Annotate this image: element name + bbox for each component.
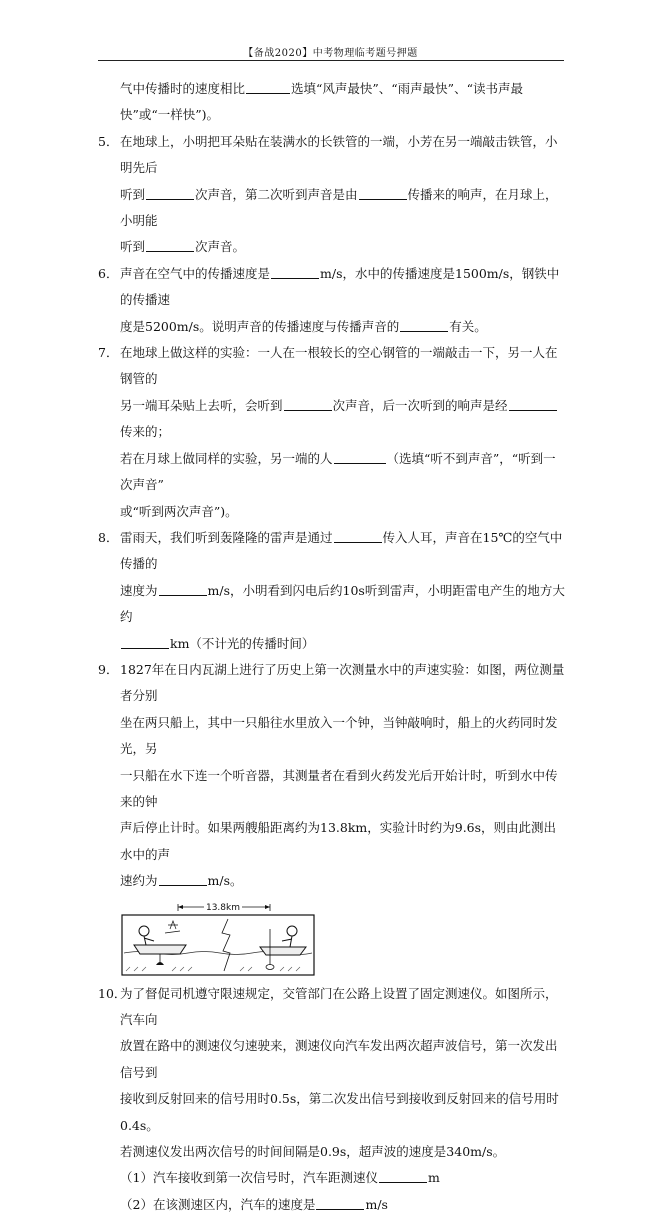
answer-blank[interactable] (284, 397, 332, 411)
question-10-part-1: （1）汽车接收到第一次信号时，汽车距测速仪 m (120, 1170, 440, 1186)
answer-blank[interactable] (400, 318, 448, 332)
boat-experiment-figure (120, 901, 316, 977)
answer-blank[interactable] (159, 872, 207, 886)
answer-blank[interactable] (509, 397, 557, 411)
question-number: 10． (98, 985, 127, 1001)
question-5: 5． 在地球上，小明把耳朵贴在装满水的长铁管的一端，小芳在另一端敲击铁管，小明先后 听到 次声音，第二次听到声音是由 传播来的响声，在月球上，小明能 听到 次声音。 (98, 129, 568, 261)
question-number: 6． (98, 265, 119, 281)
question-6: 6． 声音在空气中的传播速度是 m/s，水中的传播速度是1500m/s，钢铁中的传播速 度是5200m/s。说明声音的传播速度与传播声音的 有关。 (98, 261, 568, 340)
bell-icon (156, 962, 164, 965)
distance-label: 13.8km (205, 902, 241, 913)
answer-blank[interactable] (246, 80, 290, 94)
question-10: 10． 为了督促司机遵守限速规定，交管部门在公路上设置了固定测速仪。如图所示，汽车向 放置在路中的测速仪匀速驶来，测速仪向汽车发出两次超声波信号，第一次发出信号到 接收到反射回来的信号用时0.5s，第二次发出信号到接收到反射回来的信号用时0.4s。 若测速仪发出两次信号的时间间隔是0.9s，超声波的速度是340m/s。 (98, 981, 568, 1166)
person-right-icon (287, 926, 297, 936)
question-number: 8． (98, 529, 119, 545)
question-list (98, 76, 568, 1218)
sound-wave-icon (222, 919, 230, 971)
arrow-left-icon (178, 905, 183, 909)
question-number: 5． (98, 133, 119, 149)
hydrophone-icon (266, 964, 274, 969)
header-rule (98, 60, 564, 61)
answer-blank[interactable] (146, 186, 194, 200)
answer-blank[interactable] (334, 529, 382, 543)
gunpowder-flash-icon (165, 921, 180, 933)
answer-blank[interactable] (146, 238, 194, 252)
right-boat-icon (260, 947, 306, 955)
answer-blank[interactable] (121, 635, 169, 649)
answer-blank[interactable] (316, 1196, 364, 1210)
person-left-icon (139, 926, 149, 936)
answer-blank[interactable] (359, 186, 407, 200)
question-4-continuation: 气中传播时的速度相比 选填“风声最快”、“雨声最快”、“读书声最快”或“一样快”)。 (120, 81, 523, 123)
answer-blank[interactable] (334, 450, 386, 464)
answer-blank[interactable] (379, 1169, 427, 1183)
answer-blank[interactable] (159, 582, 207, 596)
left-boat-icon (134, 945, 186, 954)
question-number: 9． (98, 661, 119, 677)
answer-blank[interactable] (271, 265, 319, 279)
question-7: 7． 在地球上做这样的实验：一人在一根较长的空心钢管的一端敲击一下，另一人在钢管的 另一端耳朵贴上去听，会听到 次声音，后一次听到的响声是经传来的； 若在月球上做同样的实验，另一端的人 （选填“听不到声音”，“听到一次声音” 或“听到两次声音”)。 (98, 340, 568, 525)
question-10-part-2: （2）在该测速区内，汽车的速度是 m/s (120, 1196, 388, 1212)
boat-experiment-illustration (120, 901, 316, 977)
question-9: 9． 1827年在日内瓦湖上进行了历史上第一次测量水中的声速实验：如图，两位测量者分别 坐在两只船上，其中一只船往水里放入一个钟，当钟敲响时，船上的火药同时发光，另 一只船在水下连一个听音器，其测量者在看到火药发光后开始计时，听到水中传来的钟 声后停止计时。如果两艘船距离约为13.8km，实验计时约为9.6s，则由此测出水中的声 速约为 m/s。 (98, 657, 568, 895)
arrow-right-icon (265, 905, 270, 909)
page-header: 【备战2020】中考物理临考题号押题 (243, 48, 418, 59)
question-8: 8． 雷雨天，我们听到轰隆隆的雷声是通过 传入人耳，声音在15℃的空气中传播的 速度为 m/s，小明看到闪电后约10s听到雷声，小明距雷电产生的地方大约 km（不计光的传播时间） (98, 525, 568, 657)
question-number: 7． (98, 345, 119, 361)
